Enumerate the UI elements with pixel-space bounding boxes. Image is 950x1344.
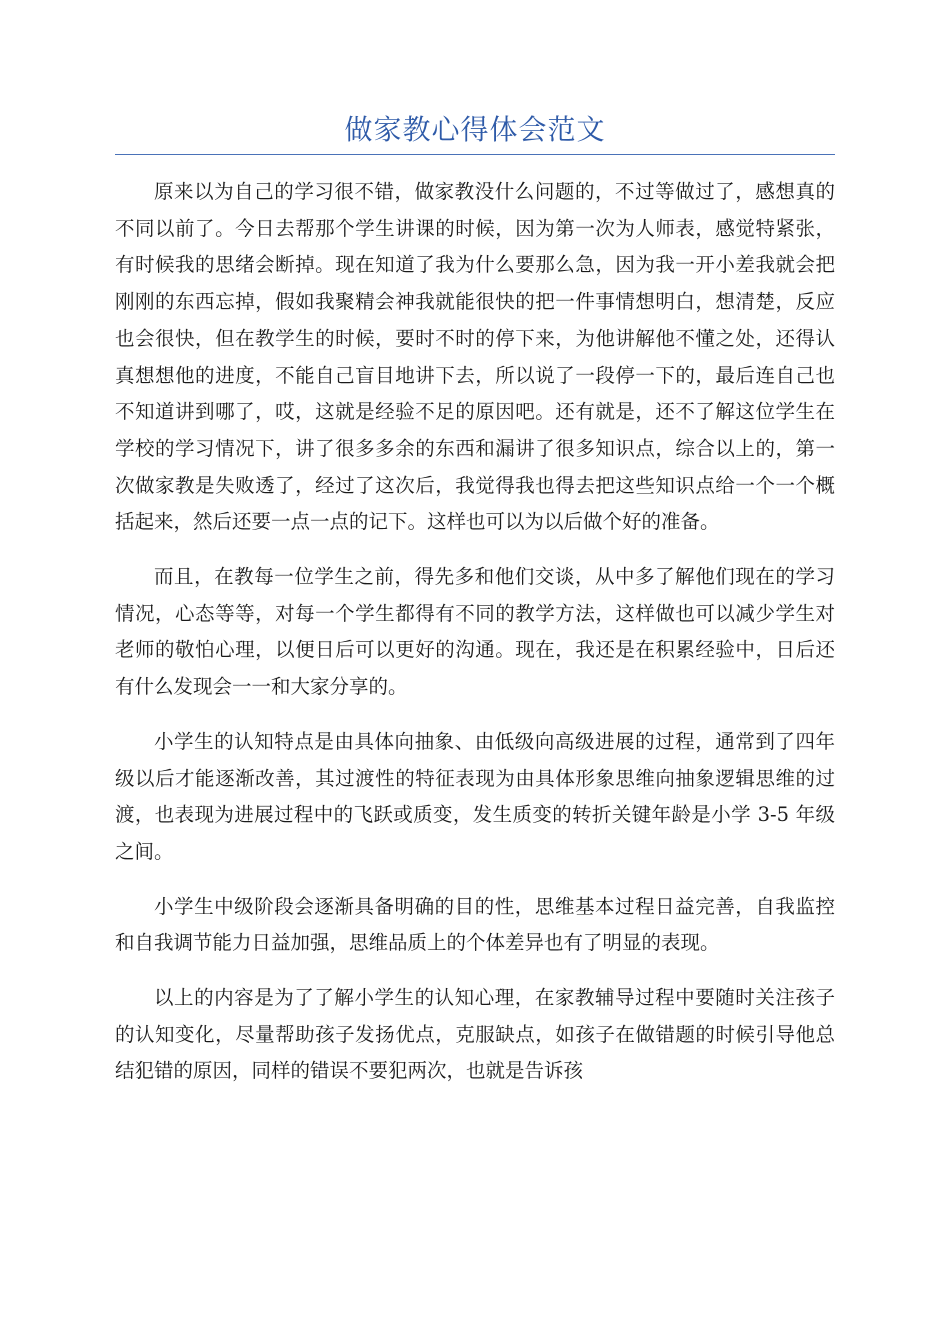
document-title: 做家教心得体会范文 <box>344 113 606 146</box>
paragraph: 小学生中级阶段会逐渐具备明确的目的性，思维基本过程日益完善，自我监控和自我调节能力日益加强，思维品质上的个体差异也有了明显的表现。 <box>115 894 835 955</box>
document-body <box>115 174 835 1108</box>
paragraph: 以上的内容是为了了解小学生的认知心理，在家教辅导过程中要随时关注孩子的认知变化，尽量帮助孩子发扬优点，克服缺点，如孩子在做错题的时候引导他总结犯错的原因，同样的错误不要犯两次，也就是告诉孩 <box>115 986 835 1083</box>
paragraph: 原来以为自己的学习很不错，做家教没什么问题的，不过等做过了，感想真的不同以前了。今日去帮那个学生讲课的时候，因为第一次为人师表，感觉特紧张，有时候我的思绪会断掉。现在知道了我为什么要那么急，因为我一开小差我就会把刚刚的东西忘掉，假如我聚精会神我就能很快的把一件事情想明白，想清楚，反应也会很快，但在教学生的时候，要时不时的停下来，为他讲解他不懂之处，还得认真想想他的进度，不能自己盲目地讲下去，所以说了一段停一下的，最后连自己也不知道讲到哪了，哎，这就是经验不足的原因吧。还有就是，还不了解这位学生在学校的学习情况下，讲了很多多余的东西和漏讲了很多知识点，综合以上的，第一次做家教是失败透了，经过了这次后，我觉得我也得去把这些知识点给一个一个概括起来，然后还要一点一点的记下。这样也可以为以后做个好的准备。 <box>115 180 835 534</box>
paragraph: 小学生的认知特点是由具体向抽象、由低级向高级进展的过程，通常到了四年级以后才能逐渐改善，其过渡性的特征表现为由具体形象思维向抽象逻辑思维的过渡，也表现为进展过程中的飞跃或质变，发生质变的转折关键年龄是小学 3-5 年级之间。 <box>115 729 835 863</box>
title-underline <box>115 154 835 155</box>
paragraph: 而且，在教每一位学生之前，得先多和他们交谈，从中多了解他们现在的学习情况，心态等等，对每一个学生都得有不同的教学方法，这样做也可以减少学生对老师的敬怕心理，以便日后可以更好的沟通。现在，我还是在积累经验中，日后还有什么发现会一一和大家分享的。 <box>115 565 835 699</box>
